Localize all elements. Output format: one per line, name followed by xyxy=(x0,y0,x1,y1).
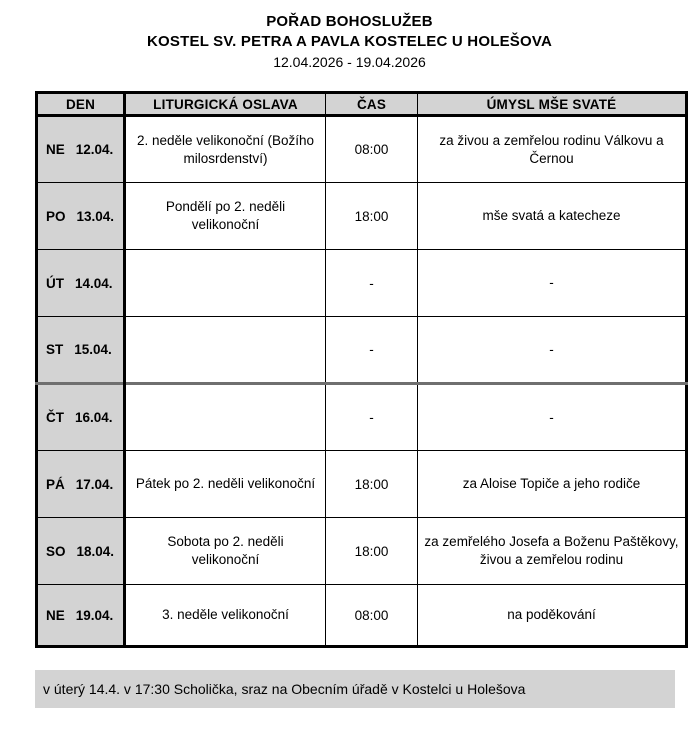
day-date: 18.04. xyxy=(76,543,115,559)
celebration-cell xyxy=(125,384,326,451)
time-cell: - xyxy=(326,250,418,317)
celebration-cell xyxy=(125,250,326,317)
intention-cell: za živou a zemřelou rodinu Válkovu a Černou xyxy=(418,116,687,183)
celebration-cell: Sobota po 2. neděli velikonoční xyxy=(125,518,326,585)
column-header-day: DEN xyxy=(37,93,125,116)
day-cell xyxy=(37,585,125,647)
day-cell xyxy=(37,116,125,183)
time-cell: 18:00 xyxy=(326,518,418,585)
day-date: 16.04. xyxy=(75,410,113,425)
time-cell: 18:00 xyxy=(326,451,418,518)
day-abbr: NE xyxy=(46,142,65,157)
day-abbr: PÁ xyxy=(46,476,65,492)
page-title: POŘAD BOHOSLUŽEB xyxy=(266,13,433,30)
intention-cell: - xyxy=(418,250,687,317)
day-abbr: NE xyxy=(46,607,65,623)
date-range: 12.04.2026 - 19.04.2026 xyxy=(273,54,426,70)
day-date: 15.04. xyxy=(74,342,112,357)
table-row xyxy=(37,317,687,384)
church-name: KOSTEL SV. PETRA A PAVLA KOSTELEC U HOLEŠOVA xyxy=(147,33,552,50)
time-cell: - xyxy=(326,384,418,451)
celebration-cell: Pátek po 2. neděli velikonoční xyxy=(125,451,326,518)
column-header-celebration: LITURGICKÁ OSLAVA xyxy=(125,93,326,116)
column-header-intention: ÚMYSL MŠE SVATÉ xyxy=(418,93,687,116)
celebration-cell: 2. neděle velikonoční (Božího milosrdenství) xyxy=(125,116,326,183)
day-date: 12.04. xyxy=(75,142,114,157)
time-cell: 08:00 xyxy=(326,585,418,647)
celebration-cell: Pondělí po 2. neděli velikonoční xyxy=(125,183,326,250)
schedule-table xyxy=(35,91,688,648)
table-row xyxy=(37,585,687,647)
intention-cell: za Aloise Topiče a jeho rodiče xyxy=(418,451,687,518)
time-cell: - xyxy=(326,317,418,384)
celebration-cell xyxy=(125,317,326,384)
day-cell xyxy=(37,451,125,518)
intention-cell: - xyxy=(418,317,687,384)
intention-cell: - xyxy=(418,384,687,451)
day-abbr: SO xyxy=(46,543,66,559)
table-row xyxy=(37,451,687,518)
day-date: 17.04. xyxy=(75,476,114,492)
day-cell xyxy=(37,384,125,451)
day-date: 14.04. xyxy=(75,275,113,291)
table-row xyxy=(37,250,687,317)
table-row xyxy=(37,384,687,451)
table-row xyxy=(37,116,687,183)
footer-note xyxy=(35,670,675,708)
table-row xyxy=(37,518,687,585)
day-abbr: ST xyxy=(46,342,64,357)
time-cell: 08:00 xyxy=(326,116,418,183)
day-date: 13.04. xyxy=(76,208,115,224)
intention-cell: za zemřelého Josefa a Boženu Paštěkovy, živou a zemřelou rodinu xyxy=(418,518,687,585)
table-row xyxy=(37,183,687,250)
day-abbr: PO xyxy=(46,208,66,224)
day-cell xyxy=(37,317,125,384)
day-date: 19.04. xyxy=(75,607,114,623)
table-header-row xyxy=(37,93,687,116)
day-cell xyxy=(37,183,125,250)
footer-note-text: v úterý 14.4. v 17:30 Scholička, sraz na Obecním úřadě v Kostelci u Holešova xyxy=(43,681,526,697)
day-cell xyxy=(37,518,125,585)
celebration-cell: 3. neděle velikonoční xyxy=(125,585,326,647)
intention-cell: na poděkování xyxy=(418,585,687,647)
day-abbr: ČT xyxy=(46,410,64,425)
time-cell: 18:00 xyxy=(326,183,418,250)
day-cell xyxy=(37,250,125,317)
column-header-time: ČAS xyxy=(326,93,418,116)
page-header xyxy=(0,0,699,72)
intention-cell: mše svatá a katecheze xyxy=(418,183,687,250)
day-abbr: ÚT xyxy=(46,275,64,291)
